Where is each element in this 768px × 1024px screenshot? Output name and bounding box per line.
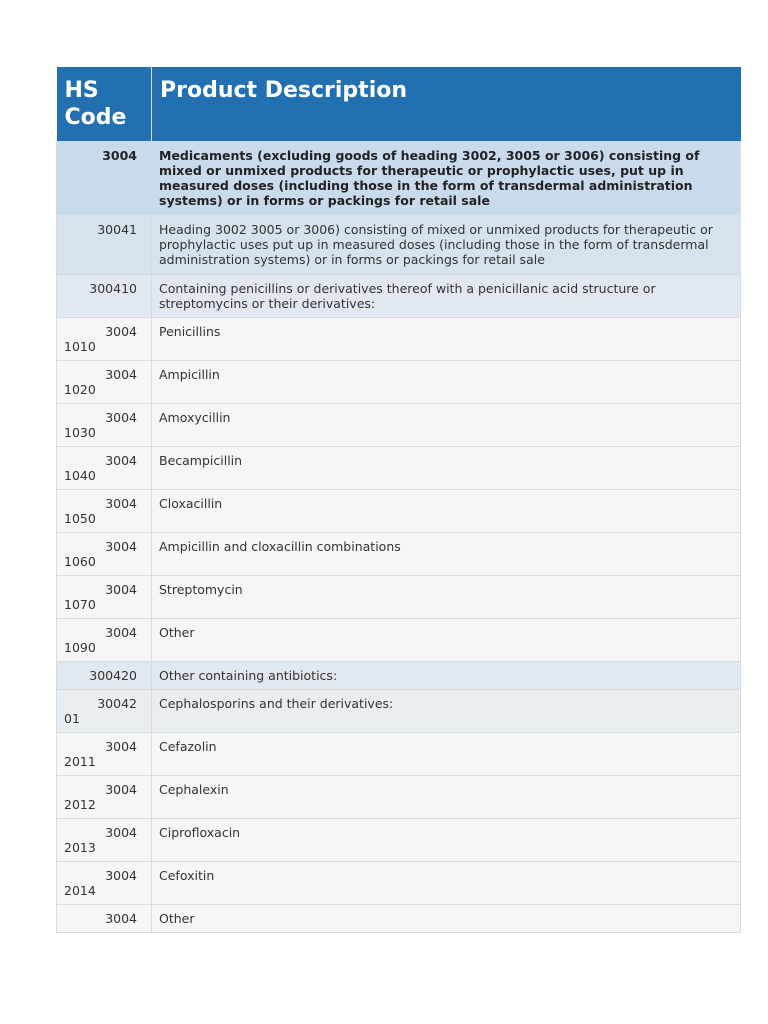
product-description-cell: Streptomycin — [152, 576, 741, 619]
hs-code-cell — [57, 361, 152, 404]
hs-code-cell — [57, 662, 152, 690]
table-row — [57, 490, 741, 533]
hs-code-table — [56, 67, 741, 933]
hs-code-part-a: 3004 — [105, 739, 137, 754]
hs-code-cell — [57, 862, 152, 905]
table-row — [57, 576, 741, 619]
hs-code-part-a: 3004 — [105, 825, 137, 840]
table-row — [57, 361, 741, 404]
table-row — [57, 662, 741, 690]
hs-code-part-b: 1030 — [64, 425, 96, 440]
hs-code-part-b: 1040 — [64, 468, 96, 483]
hs-code-part-b: 1010 — [64, 339, 96, 354]
header-product-description: Product Description — [152, 67, 741, 141]
hs-code-part-a: 300420 — [89, 668, 137, 683]
product-description-cell: Ciprofloxacin — [152, 819, 741, 862]
header-hs-code-line2: Code — [64, 105, 127, 130]
hs-code-part-b: 1050 — [64, 511, 96, 526]
hs-code-part-a: 3004 — [105, 324, 137, 339]
table-row — [57, 905, 741, 933]
hs-code-cell — [57, 576, 152, 619]
hs-code-part-b: 01 — [64, 711, 80, 726]
table-row — [57, 862, 741, 905]
table-row — [57, 141, 741, 215]
product-description-cell: Other — [152, 905, 741, 933]
hs-code-part-a: 300410 — [89, 281, 137, 296]
hs-code-cell — [57, 619, 152, 662]
hs-code-part-b: 2012 — [64, 797, 96, 812]
hs-code-part-a: 30042 — [97, 696, 137, 711]
product-description-cell: Cefazolin — [152, 733, 741, 776]
hs-code-part-a: 3004 — [105, 625, 137, 640]
table-row — [57, 447, 741, 490]
product-description-cell: Other — [152, 619, 741, 662]
hs-code-cell — [57, 733, 152, 776]
product-description-cell: Penicillins — [152, 318, 741, 361]
product-description-cell: Heading 3002 3005 or 3006) consisting of mixed or unmixed products for therapeutic or prophylactic uses put up in measured doses (including those in the form of transdermal administration systems) or in forms or packings for retail sale — [152, 215, 741, 275]
hs-code-cell — [57, 215, 152, 275]
product-description-cell: Containing penicillins or derivatives thereof with a penicillanic acid structure or streptomycins or their derivatives: — [152, 275, 741, 318]
product-description-cell: Cephalexin — [152, 776, 741, 819]
hs-code-cell — [57, 690, 152, 733]
hs-code-cell — [57, 490, 152, 533]
product-description-cell: Cloxacillin — [152, 490, 741, 533]
hs-code-part-b: 2011 — [64, 754, 96, 769]
table-row — [57, 533, 741, 576]
hs-code-cell — [57, 318, 152, 361]
product-description-cell: Medicaments (excluding goods of heading 3002, 3005 or 3006) consisting of mixed or unmixed products for therapeutic or prophylactic uses, put up in measured doses (including those in the form of transdermal administration systems) or in forms or packings for retail sale — [152, 141, 741, 215]
hs-code-part-a: 3004 — [105, 782, 137, 797]
hs-code-part-a: 30041 — [97, 222, 137, 237]
hs-code-cell — [57, 905, 152, 933]
product-description-cell: Ampicillin — [152, 361, 741, 404]
table-row — [57, 619, 741, 662]
product-description-cell: Cefoxitin — [152, 862, 741, 905]
table-body — [57, 141, 741, 933]
hs-code-part-b: 1060 — [64, 554, 96, 569]
hs-code-part-b: 1090 — [64, 640, 96, 655]
hs-code-cell — [57, 533, 152, 576]
product-description-cell: Other containing antibiotics: — [152, 662, 741, 690]
hs-code-cell — [57, 275, 152, 318]
header-hs-code — [57, 67, 152, 141]
table-row — [57, 776, 741, 819]
table-row — [57, 819, 741, 862]
hs-code-part-a: 3004 — [105, 496, 137, 511]
table-row — [57, 215, 741, 275]
hs-code-part-a: 3004 — [105, 453, 137, 468]
hs-code-cell — [57, 141, 152, 215]
hs-code-cell — [57, 819, 152, 862]
table-header-row — [57, 67, 741, 141]
hs-code-part-b: 1070 — [64, 597, 96, 612]
hs-code-part-a: 3004 — [105, 911, 137, 926]
product-description-cell: Cephalosporins and their derivatives: — [152, 690, 741, 733]
header-hs-code-line1: HS — [64, 78, 99, 103]
hs-code-part-a: 3004 — [105, 868, 137, 883]
product-description-cell: Ampicillin and cloxacillin combinations — [152, 533, 741, 576]
table-row — [57, 318, 741, 361]
hs-code-part-a: 3004 — [102, 148, 137, 163]
product-description-cell: Becampicillin — [152, 447, 741, 490]
table-row — [57, 733, 741, 776]
hs-code-part-a: 3004 — [105, 367, 137, 382]
hs-code-cell — [57, 776, 152, 819]
product-description-cell: Amoxycillin — [152, 404, 741, 447]
hs-code-part-a: 3004 — [105, 539, 137, 554]
hs-code-part-b: 1020 — [64, 382, 96, 397]
hs-code-cell — [57, 404, 152, 447]
table-row — [57, 275, 741, 318]
table-row — [57, 690, 741, 733]
hs-code-part-a: 3004 — [105, 582, 137, 597]
hs-code-part-a: 3004 — [105, 410, 137, 425]
hs-code-cell — [57, 447, 152, 490]
hs-code-part-b: 2014 — [64, 883, 96, 898]
hs-code-part-b: 2013 — [64, 840, 96, 855]
table-row — [57, 404, 741, 447]
